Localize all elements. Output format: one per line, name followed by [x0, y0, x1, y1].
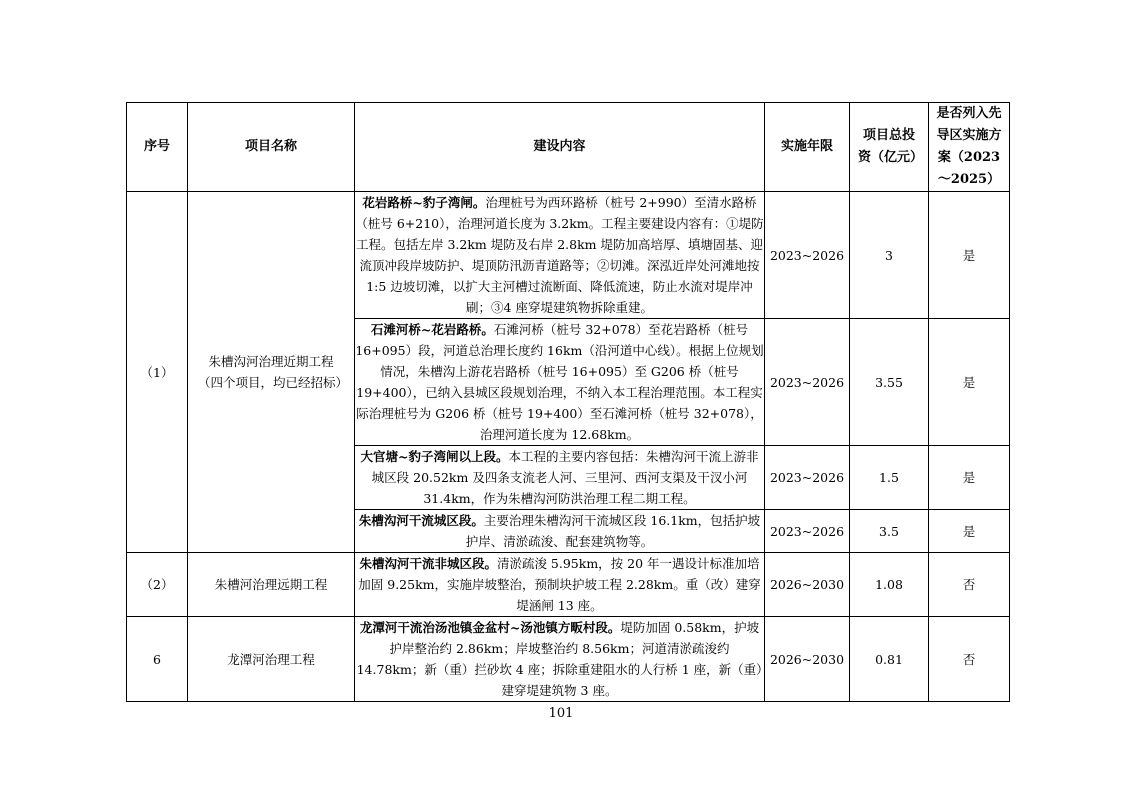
header-listed: 是否列入先导区实施方案（2023～2025）: [929, 103, 1010, 192]
row-listed: 是: [929, 319, 1010, 446]
row-listed: 是: [929, 192, 1010, 319]
content-desc: 堤防加固 0.58km，护坡护岸整治约 2.86km；岸坡整治约 8.56km；河道清淤疏浚约 14.78km；新（重）拦砂坎 4 座；拆除重建阻水的人行桥 1 座，新（重）建穿堤建筑物 3 座。: [356, 620, 763, 698]
row-period: 2023~2026: [765, 510, 850, 553]
content-title: 大官塘~豹子湾闸以上段。: [360, 449, 509, 464]
content-title: 石滩河桥~花岩路桥。: [370, 322, 494, 337]
content-desc: 清淤疏浚 5.95km，按 20 年一遇设计标准加培加固 9.25km，实施岸坡整治，预制块护坡工程 2.28km。重（改）建穿堤涵闸 13 座。: [358, 556, 761, 613]
row-listed: 是: [929, 446, 1010, 510]
row-content: [355, 617, 765, 702]
row-content: [355, 446, 765, 510]
row-period: 2023~2026: [765, 319, 850, 446]
table-row: [127, 617, 1010, 702]
header-no: 序号: [127, 103, 188, 192]
content-desc: 治理桩号为西环路桥（桩号 2+990）至清水路桥（桩号 6+210），治理河道长度为 3.2km。工程主要建设内容有：①堤防工程。包括左岸 3.2km 堤防及右岸 2.8km 堤防加高培厚、填塘固基、迎流顶冲段岸坡防护、堤顶防汛沥青道路等；②切滩。深泓近岸处河滩地按 1:5 边坡切滩，以扩大主河槽过流断面、降低流速，防止水流对堤岸冲刷；③4 座穿堤建筑物拆除重建。: [355, 195, 764, 315]
page-number: 101: [548, 706, 574, 721]
row-invest: 3.5: [850, 510, 929, 553]
header-name: 项目名称: [188, 103, 355, 192]
project-table: [126, 102, 1010, 702]
content-title: 朱槽沟河干流非城区段。: [359, 556, 497, 571]
row-no: 6: [127, 617, 188, 702]
row-listed: 否: [929, 617, 1010, 702]
row-listed: 是: [929, 510, 1010, 553]
header-period: 实施年限: [765, 103, 850, 192]
row-invest: 0.81: [850, 617, 929, 702]
header-content: 建设内容: [355, 103, 765, 192]
row-period: 2026~2030: [765, 553, 850, 617]
row-project-name: 龙潭河治理工程: [188, 617, 355, 702]
row-invest: 1.5: [850, 446, 929, 510]
row-invest: 1.08: [850, 553, 929, 617]
row-content: [355, 510, 765, 553]
table-row: [127, 553, 1010, 617]
content-desc: 石滩河桥（桩号 32+078）至花岩路桥（桩号 16+095）段，河道总治理长度约 16km（沿河道中心线）。根据上位规划情况，朱槽沟上游花岩路桥（桩号 16+095）至 G206 桥（桩号 19+400），已纳入县城区段规划治理，不纳入本工程治理范围。本工程实际治理桩号为 G206 桥（桩号 19+400）至石滩河桥（桩号 32+078），治理河道长度为 12.68km。: [355, 322, 764, 442]
row-listed: 否: [929, 553, 1010, 617]
row-no: （2）: [127, 553, 188, 617]
content-title: 朱槽沟河干流城区段。: [358, 513, 484, 528]
header-invest: 项目总投资（亿元）: [850, 103, 929, 192]
content-title: 花岩路桥~豹子湾闸。: [362, 195, 486, 210]
row-no: （1）: [127, 192, 188, 553]
row-period: 2023~2026: [765, 446, 850, 510]
row-project-name: 朱槽沟河治理近期工程（四个项目，均已经招标）: [188, 192, 355, 553]
row-content: [355, 192, 765, 319]
row-project-name: 朱槽河治理远期工程: [188, 553, 355, 617]
row-invest: 3: [850, 192, 929, 319]
content-desc: 主要治理朱槽沟河干流城区段 16.1km，包括护坡护岸、清淤疏浚、配套建筑物等。: [465, 513, 761, 549]
row-content: [355, 553, 765, 617]
table-row: [127, 192, 1010, 319]
row-period: 2026~2030: [765, 617, 850, 702]
row-invest: 3.55: [850, 319, 929, 446]
content-desc: 本工程的主要内容包括：朱槽沟河干流上游非城区段 20.52km 及四条支流老人河、三里河、西河支渠及干汊小河 31.4km，作为朱槽沟河防洪治理工程二期工程。: [371, 449, 759, 506]
header-row: [127, 103, 1010, 192]
row-period: 2023~2026: [765, 192, 850, 319]
row-content: [355, 319, 765, 446]
content-title: 龙潭河干流治汤池镇金盆村~汤池镇方畈村段。: [359, 620, 621, 635]
